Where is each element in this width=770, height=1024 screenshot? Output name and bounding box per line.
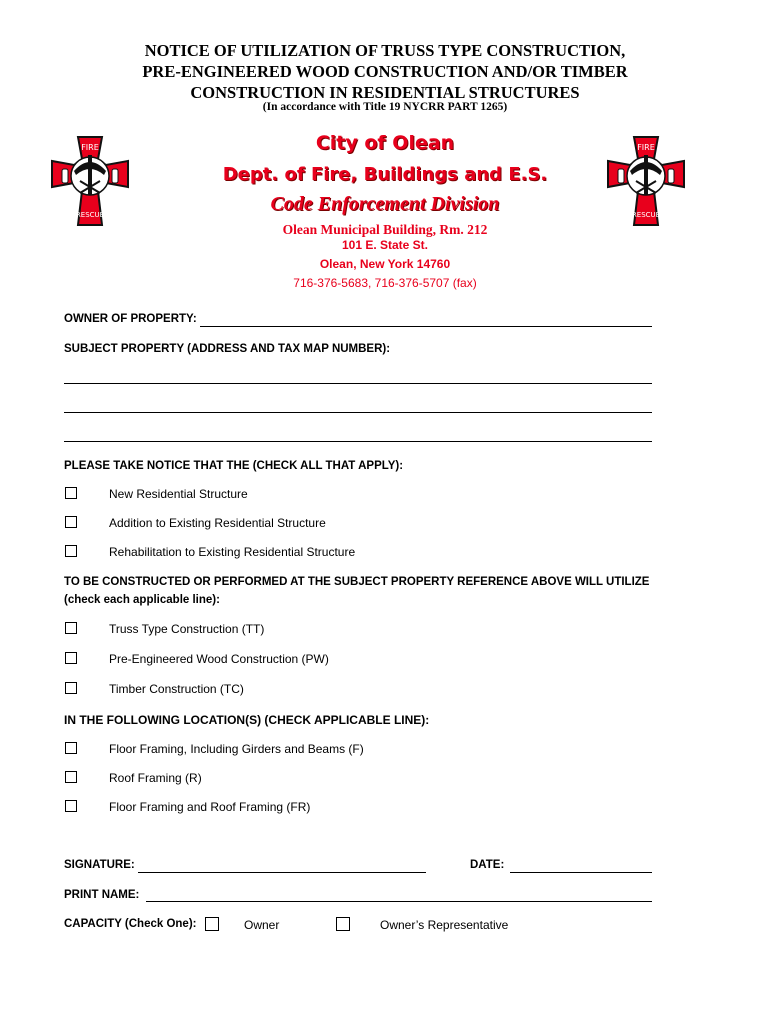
checkbox-truss-type[interactable] [65,622,77,634]
construction-heading-line-2: (check each applicable line): [64,594,220,606]
document-subtitle: (In accordance with Title 19 NYCRR PART 1265) [262,101,508,113]
option-capacity-representative: Owner’s Representative [380,918,509,932]
option-roof-framing: Roof Framing (R) [109,771,202,785]
notice-heading: PLEASE TAKE NOTICE THAT THE (CHECK ALL THAT APPLY): [64,460,404,472]
checkbox-timber-construction[interactable] [65,682,77,694]
print-name-field[interactable] [146,901,652,902]
agency-building: Olean Municipal Building, Rm. 212 [282,222,488,237]
checkbox-addition-existing[interactable] [65,516,77,528]
checkbox-roof-framing[interactable] [65,771,77,783]
subject-property-field-line-3[interactable] [64,441,652,442]
option-new-residential: New Residential Structure [109,487,248,501]
capacity-label: CAPACITY (Check One): [64,918,197,930]
option-addition-existing: Addition to Existing Residential Structure [109,516,326,530]
subject-property-label: SUBJECT PROPERTY (ADDRESS AND TAX MAP NUMBER): [64,343,391,355]
date-label: DATE: [470,859,505,871]
checkbox-capacity-owner[interactable] [205,917,219,931]
date-field[interactable] [510,872,652,873]
option-rehabilitation-existing: Rehabilitation to Existing Residential Structure [109,545,356,559]
owner-field[interactable] [200,326,652,327]
agency-city: City of Olean [315,132,455,154]
owner-label: OWNER OF PROPERTY: [64,313,197,325]
logo-left-top-text: FIRE [81,143,99,152]
option-capacity-owner: Owner [244,918,280,932]
checkbox-capacity-representative[interactable] [336,917,350,931]
signature-label: SIGNATURE: [64,859,135,871]
subject-property-field-line-2[interactable] [64,412,652,413]
option-timber-construction: Timber Construction (TC) [109,682,244,696]
document-title [0,40,770,103]
construction-heading-line-1: TO BE CONSTRUCTED OR PERFORMED AT THE SUBJECT PROPERTY REFERENCE ABOVE WILL UTILIZE [64,576,650,588]
title-line-1: NOTICE OF UTILIZATION OF TRUSS TYPE CONSTRUCTION, [144,41,626,60]
checkbox-floor-framing[interactable] [65,742,77,754]
agency-city-state-zip: Olean, New York 14760 [319,257,451,271]
title-line-3: CONSTRUCTION IN RESIDENTIAL STRUCTURES [190,83,580,102]
logo-right-bottom-text: RESCUE [631,211,661,219]
option-truss-type: Truss Type Construction (TT) [109,622,265,636]
checkbox-rehabilitation-existing[interactable] [65,545,77,557]
agency-phones: 716-376-5683, 716-376-5707 (fax) [293,276,477,290]
title-line-2: PRE-ENGINEERED WOOD CONSTRUCTION AND/OR TIMBER [142,62,628,81]
print-name-label: PRINT NAME: [64,889,140,901]
option-floor-and-roof-framing: Floor Framing and Roof Framing (FR) [109,800,311,814]
logo-left-bottom-text: RESCUE [75,211,105,219]
checkbox-new-residential[interactable] [65,487,77,499]
signature-field[interactable] [138,872,426,873]
checkbox-floor-and-roof-framing[interactable] [65,800,77,812]
option-pre-engineered-wood: Pre-Engineered Wood Construction (PW) [109,652,329,666]
subject-property-field-line-1[interactable] [64,383,652,384]
agency-division: Code Enforcement Division [270,193,500,215]
location-heading: IN THE FOLLOWING LOCATION(S) (CHECK APPLICABLE LINE): [64,713,430,727]
logo-right-top-text: FIRE [637,143,655,152]
option-floor-framing: Floor Framing, Including Girders and Beams (F) [109,742,364,756]
agency-street: 101 E. State St. [341,238,429,252]
checkbox-pre-engineered-wood[interactable] [65,652,77,664]
agency-department: Dept. of Fire, Buildings and E.S. [222,164,548,185]
